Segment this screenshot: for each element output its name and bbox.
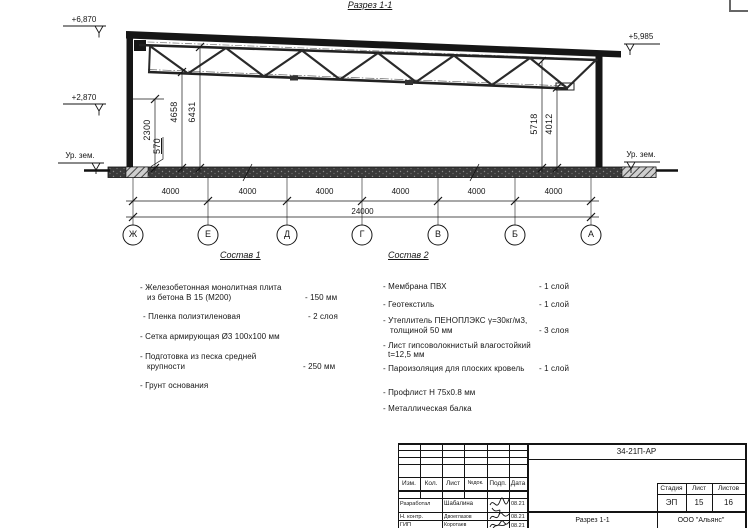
col-ndok: №док. xyxy=(467,480,484,486)
sostav2-heading: Состав 2 xyxy=(388,250,429,260)
list-item-value: - 1 слой xyxy=(539,364,570,373)
col-data: Дата xyxy=(510,480,526,487)
list-item: - Профлист Н 75х0.8 мм xyxy=(383,388,476,397)
view-title: Разрез 1-1 xyxy=(347,0,393,10)
slab-hatch-right xyxy=(622,167,656,178)
list-item: толщиной 50 мм xyxy=(390,326,453,335)
span-2: 4000 xyxy=(238,187,257,196)
span-6: 4000 xyxy=(544,187,563,196)
elevation-left-top: +6,870 xyxy=(71,15,97,24)
axis-d: Д xyxy=(283,229,291,239)
span-1: 4000 xyxy=(161,187,180,196)
span-3: 4000 xyxy=(315,187,334,196)
axis-zh: Ж xyxy=(128,229,138,239)
tb-section-title: Разрез 1-1 xyxy=(575,517,610,524)
span-5: 4000 xyxy=(467,187,486,196)
sign-date: 08.21 xyxy=(511,501,525,507)
elevation-mark-left-mid xyxy=(63,104,106,116)
list-item: t=12,5 мм xyxy=(388,350,425,359)
list-item-value: - 150 мм xyxy=(305,293,338,302)
sheet-label: Лист xyxy=(691,485,707,492)
list-item: - Мембрана ПВХ xyxy=(383,282,447,291)
axis-g: Г xyxy=(359,229,365,239)
title-block xyxy=(398,443,747,528)
left-wall xyxy=(127,32,134,168)
elevation-ground-right: Ур. зем. xyxy=(626,150,656,159)
list-item-value: - 1 слой xyxy=(539,282,570,291)
sign-date: 08.21 xyxy=(511,514,525,520)
elevation-mark-right-top xyxy=(624,44,660,55)
elevation-right-top: +5,985 xyxy=(628,32,654,41)
sheets-label: Листов xyxy=(717,485,740,492)
dim-570: 570 xyxy=(152,138,162,154)
sign-role: Разработал xyxy=(400,501,431,507)
axis-v: В xyxy=(434,229,441,239)
col-podp: Подп. xyxy=(489,480,507,487)
dim-6431: 6431 xyxy=(187,101,197,123)
axis-e: Е xyxy=(204,229,211,239)
sign-role: ГИП xyxy=(400,522,412,528)
sign-date: 08.21 xyxy=(511,523,525,528)
slab-hatch-left xyxy=(126,167,148,178)
list-item: - Железобетонная монолитная плита xyxy=(140,283,282,292)
axis-b: Б xyxy=(512,229,518,239)
stage-value: ЭП xyxy=(665,498,678,507)
list-item-value: - 3 слоя xyxy=(539,326,569,335)
list-item: - Утеплитель ПЕНОПЛЭКС γ=30кг/м3, xyxy=(383,316,528,325)
right-wall xyxy=(596,53,603,168)
axis-a: А xyxy=(587,229,594,239)
doc-number: 34-21П-АР xyxy=(616,447,657,456)
dim-ticks xyxy=(151,43,561,172)
elevation-ground-left: Ур. зем. xyxy=(65,151,95,160)
list-item: - Лист гипсоволокнистый влагостойкий xyxy=(383,341,531,350)
list-item: - Геотекстиль xyxy=(383,300,435,309)
list-item: - Грунт основания xyxy=(140,381,209,390)
total-span: 24000 xyxy=(351,207,374,216)
sheet-value: 15 xyxy=(694,498,704,507)
elevation-mark-ground-left xyxy=(58,163,104,174)
sign-name: Двоеглазов xyxy=(444,514,472,520)
list-item-value: - 250 мм xyxy=(303,362,336,371)
span-4: 4000 xyxy=(391,187,410,196)
list-item: - Пленка полиэтиленовая xyxy=(143,312,241,321)
sign-name: Коротаев xyxy=(444,522,467,528)
dim-5718: 5718 xyxy=(529,113,539,135)
sostav1-heading: Состав 1 xyxy=(220,250,261,260)
list-item-value: - 2 слоя xyxy=(308,312,338,321)
list-item: - Пароизоляция для плоских кровель xyxy=(383,364,525,373)
list-item: крупности xyxy=(147,362,186,371)
floor-slab xyxy=(108,167,656,178)
sign-role: Н. контр. xyxy=(400,514,424,520)
list-item: - Подготовка из песка средней xyxy=(140,352,257,361)
stage-label: Стадия xyxy=(660,485,683,492)
col-kol: Кол. xyxy=(424,480,438,487)
col-list: Лист xyxy=(445,480,461,487)
company-name: ООО "Альянс" xyxy=(677,517,725,524)
elevation-mark-left-top xyxy=(63,26,106,38)
dim-4658: 4658 xyxy=(169,101,179,123)
sign-name: Шабалина xyxy=(444,501,473,507)
dim-2300: 2300 xyxy=(142,119,152,141)
col-izm: Изм. xyxy=(402,480,416,487)
elevation-left-mid: +2,870 xyxy=(71,93,97,102)
list-item: - Сетка армирующая Ø3 100х100 мм xyxy=(140,332,280,341)
list-item-value: - 1 слой xyxy=(539,300,570,309)
dim-4012: 4012 xyxy=(544,113,554,135)
sheets-value: 16 xyxy=(724,498,733,507)
list-item: - Металлическая балка xyxy=(383,404,472,413)
list-item: из бетона В 15 (М200) xyxy=(147,293,232,302)
signature xyxy=(488,519,512,528)
